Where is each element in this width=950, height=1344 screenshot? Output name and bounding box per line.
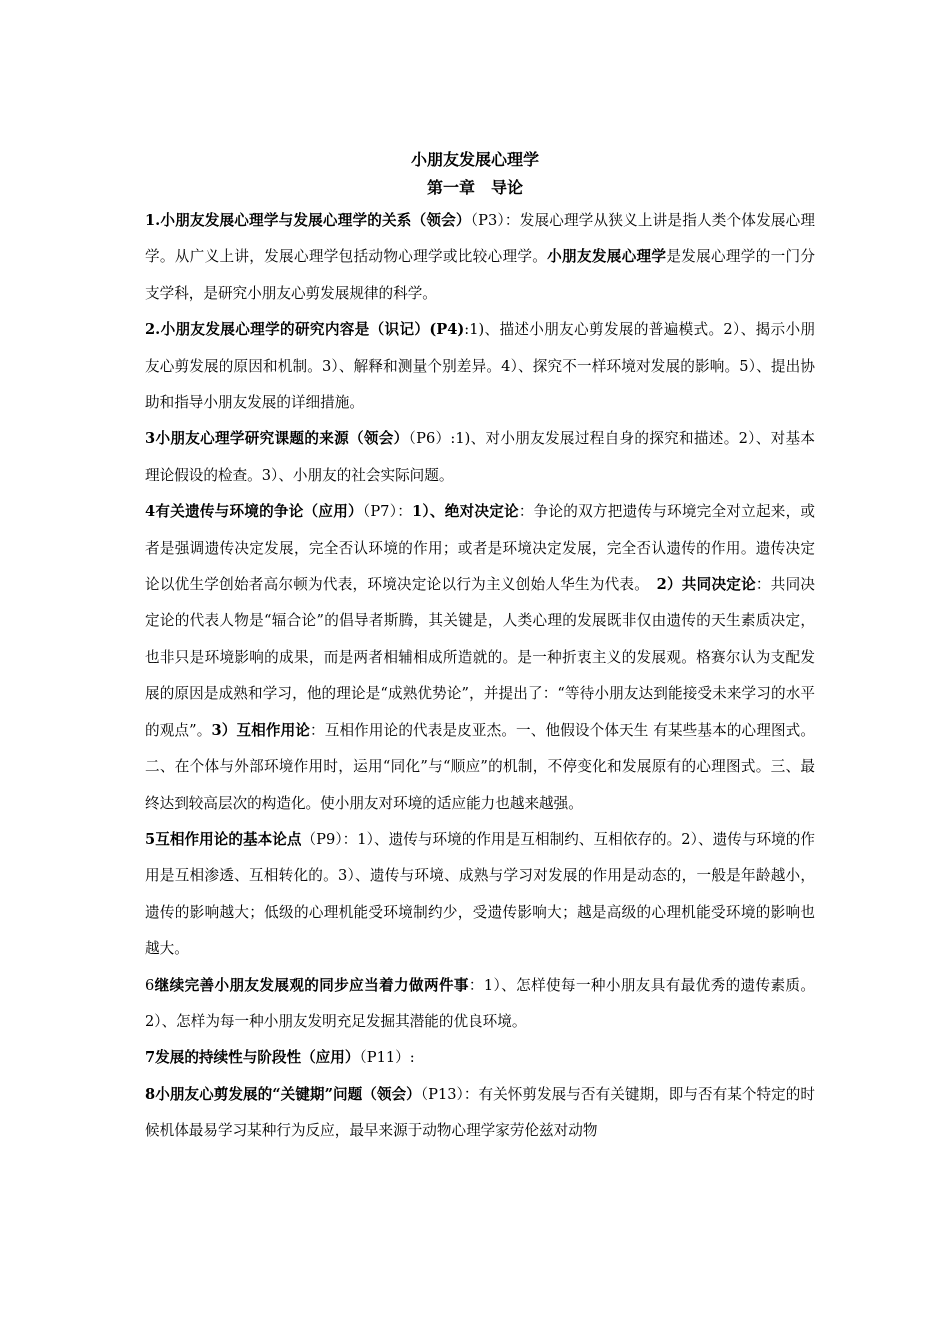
paragraph-4 [145, 494, 815, 822]
paragraph-2 [145, 312, 815, 421]
page-ref: （P3）： [470, 212, 520, 229]
page-ref: （P7）： [362, 503, 413, 521]
paragraph-text: ：1）、怎样使每一种小朋友具有最优秀的遗传素质。2）、怎样为每一种小朋友发明充足发掘其潜能的优良环境。 [145, 976, 815, 1030]
paragraph-text: ：争论的双方把遗传与环境完全对立起来，或者是强调遗传决定发展，完全否认环境的作用；或者是环境决定发展，完全否认遗传的作用。遗传决定论以优生学创始者高尔顿为代表，环境决定论以行为主义创始人华生为代表。 [145, 503, 815, 594]
section-heading: 1.小朋友发展心理学与发展心理学的关系（领会） [145, 212, 471, 229]
section-heading: 2.小朋友发展心理学的研究内容是（识记）(P4) [145, 321, 465, 339]
paragraph-text: （P9）：1）、遗传与环境的作用是互相制约、互相依存的。2）、遗传与环境的作用是互相渗透、互相转化的。3）、遗传与环境、成熟与学习对发展的作用是动态的，一般是年龄越小，遗传的影响越大；低级的心理机能受环境制约少，受遗传影响大；越是高级的心理机能受环境的影响也越大。 [145, 830, 815, 958]
bold-term: 1）、绝对决定论 [412, 503, 519, 521]
section-number: 6 [145, 976, 155, 994]
section-heading: 7发展的持续性与阶段性（应用） [145, 1049, 360, 1067]
paragraph-6 [145, 968, 815, 1041]
paragraph-text: ：共同决定论的代表人物是“辐合论”的倡导者斯腾，其关键是，人类心理的发展既非仅由遗传的天生素质决定，也非只是环境影响的成果，而是两者相辅相成所造就的。是一种折衷主义的发展观。格赛尔认为支配发展的原因是成熟和学习，他的理论是“成熟优势论”，并提出了：“等待小朋友达到能接受未来学习的水平的观点”。 [145, 576, 815, 739]
paragraph-7 [145, 1040, 815, 1076]
paragraph-1 [145, 203, 815, 312]
paragraph-text: 发展心理学从狭义上讲是指人类个体发展心理学。从广义上讲，发展心理学包括动物心理学或比较心理学。 [145, 212, 815, 266]
chapter-title: 第一章 导论 [426, 178, 523, 197]
document-title: 小朋友发展心理学 [410, 150, 539, 169]
paragraph-5 [145, 822, 815, 968]
paragraph-text: ：互相作用论的代表是皮亚杰。一、他假设个体天生 有某些基本的心理图式。二、在个体与外部环境作用时，运用“同化”与“顺应”的机制，不停变化和发展原有的心理图式。三、最终达到较高层次的构造化。使小朋友对环境的适应能力也越来越强。 [145, 721, 815, 812]
bold-term: 2）共同决定论 [656, 576, 756, 594]
section-heading: 3小朋友心理学研究课题的来源（领会） [145, 430, 409, 448]
paragraph-text: （P11）: [359, 1049, 415, 1067]
paragraph-text: 是发展心理学的一门分支学科，是研究小朋友心剪发展规律的科学。 [145, 248, 815, 302]
bold-term: 3）互相作用论 [211, 721, 311, 739]
paragraph-3 [145, 421, 815, 494]
section-heading: 4有关遗传与环境的争论（应用） [145, 503, 363, 521]
section-heading: 继续完善小朋友发展观的同步应当着力做两件事 [154, 976, 469, 994]
section-heading: 5互相作用论的基本论点 [145, 830, 302, 848]
paragraph-text: （P6）:1)、对小朋友发展过程自身的探究和描述。2）、对基本理论假设的检查。3）、小朋友的社会实际问题。 [145, 430, 816, 484]
section-heading: 8小朋友心剪发展的“关键期”问题（领会） [145, 1085, 421, 1103]
paragraph-8 [145, 1077, 815, 1150]
bold-term: 小朋友发展心理学 [547, 248, 667, 266]
paragraph-text: :1)、描述小朋友心剪发展的普遍模式。2）、揭示小朋友心剪发展的原因和机制。3）、解释和测量个别差异。4）、探究不一样环境对发展的影响。5）、提出协助和指导小朋友发展的详细措施。 [145, 321, 815, 412]
paragraph-text: （P13）：有关怀剪发展与否有关键期，即与否有某个特定的时候机体最易学习某种行为反应，最早来源于动物心理学家劳伦兹对动物 [145, 1085, 815, 1140]
document-body [145, 203, 815, 1150]
